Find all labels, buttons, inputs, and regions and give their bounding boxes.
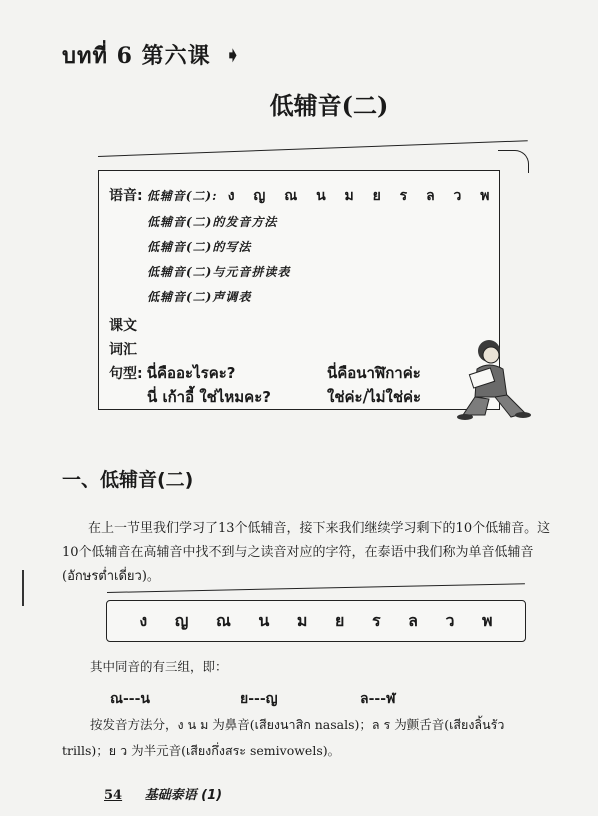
homophone-group: ล---ฬ bbox=[360, 691, 396, 707]
pattern-row-1 bbox=[109, 361, 236, 385]
pattern-sentence: ใช่ค่ะ/ไม่ใช่ค่ะ bbox=[327, 388, 422, 406]
arrow-icon: ➧ bbox=[225, 45, 242, 66]
binding-mark bbox=[22, 570, 24, 606]
box-curl-decoration bbox=[498, 150, 529, 173]
lesson-label: บทที่ 6 第六课 bbox=[62, 43, 211, 69]
homophone-group: ณ---น bbox=[110, 691, 150, 707]
overview-row-phonetics bbox=[109, 185, 490, 207]
lesson-title: 低辅音(二) bbox=[269, 91, 389, 120]
overview-row bbox=[147, 288, 251, 305]
pattern-sentence: นี่คือนาฬิกาค่ะ bbox=[327, 364, 421, 382]
consonant-letters: ง ญ ณ น ม ย ร ล ว พ bbox=[227, 188, 490, 204]
lesson-heading bbox=[62, 38, 241, 73]
page-footer bbox=[104, 784, 222, 803]
articulation-paragraph: 按发音方法分，ง น ม 为鼻音(เสียงนาสิก nasals)；ล ร 为颤舌音(เสียงลิ้นรัว trills)；ย ว 为半元音(เสียงกึ่งสระ semivowels)。 bbox=[62, 717, 505, 758]
lesson-text-label: 课文 bbox=[109, 318, 137, 334]
consonant-strip bbox=[106, 600, 526, 642]
overview-item: 低辅音(二): bbox=[146, 189, 218, 203]
overview-item: 低辅音(二)与元音拼读表 bbox=[147, 265, 291, 279]
phonetics-label: 语音: bbox=[109, 188, 143, 204]
pattern-sentence: นี่คืออะไรคะ? bbox=[146, 364, 236, 382]
box-top-edge bbox=[98, 140, 528, 157]
overview-row bbox=[147, 213, 277, 230]
intro-paragraph: 在上一节里我们学习了13个低辅音，接下来我们继续学习剩下的10个低辅音。这10个低辅音在高辅音中找不到与之读音对应的字符，在泰语中我们称为单音低辅音(อักษรต่ำเดี่ยว)。 bbox=[62, 521, 551, 584]
reading-boy-illustration bbox=[455, 335, 535, 425]
overview-row bbox=[147, 238, 251, 255]
strip-consonant-letters: ง ญ ณ น ม ย ร ล ว พ bbox=[139, 611, 493, 630]
overview-row bbox=[147, 263, 290, 280]
overview-item: 低辅音(二)的写法 bbox=[147, 240, 252, 254]
book-title: 基础泰语 (1) bbox=[144, 788, 223, 803]
overview-item: 低辅音(二)的发音方法 bbox=[147, 215, 278, 229]
pattern-sentence: นี่ เก้าอี้ ใช่ไหมคะ? bbox=[147, 388, 271, 406]
section-heading: 一、低辅音(二) bbox=[62, 469, 194, 491]
pattern-label: 句型: bbox=[109, 366, 143, 382]
homophone-note: 其中同音的有三组，即： bbox=[90, 659, 228, 674]
vocab-label: 词汇 bbox=[109, 342, 137, 358]
overview-item: 低辅音(二)声调表 bbox=[147, 290, 252, 304]
page-number: 54 bbox=[104, 788, 123, 803]
homophone-group: ย---ญ bbox=[240, 691, 278, 707]
overview-frame bbox=[98, 170, 500, 410]
